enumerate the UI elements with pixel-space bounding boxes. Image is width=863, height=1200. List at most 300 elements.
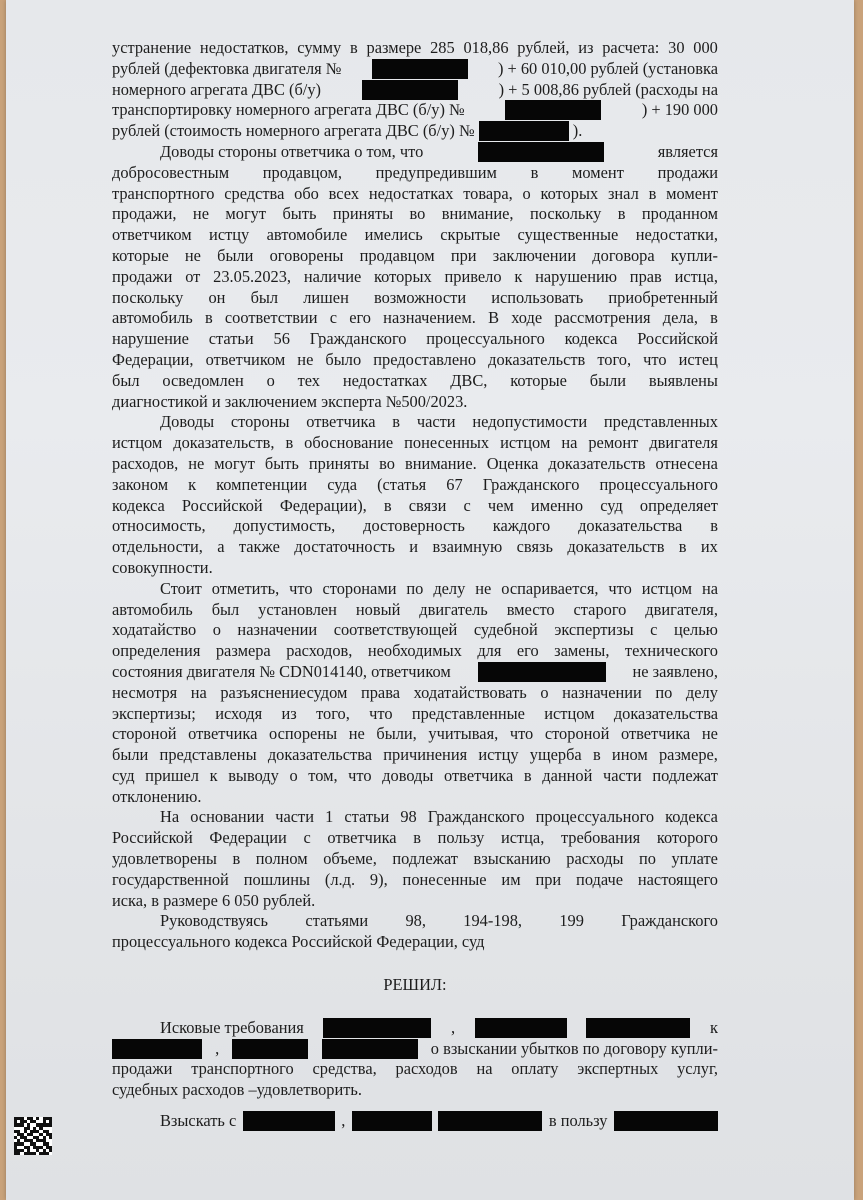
word: 98, — [405, 911, 426, 931]
word: с — [329, 308, 337, 328]
text-segment: , — [341, 1111, 346, 1131]
text-line — [112, 1059, 718, 1080]
word: по — [655, 682, 673, 702]
word: подлежат — [652, 765, 718, 785]
word: оспаривается, — [501, 578, 599, 598]
word: стороной — [544, 724, 610, 744]
word: стороной — [112, 724, 177, 744]
word: делу — [433, 578, 466, 598]
word: поскольку — [529, 204, 602, 224]
word: от — [185, 266, 201, 286]
word: именно — [530, 495, 584, 515]
word: ином — [611, 745, 648, 765]
word: В — [488, 308, 500, 328]
word: что — [369, 703, 393, 723]
word: Гражданского — [621, 911, 718, 931]
word: в — [285, 433, 294, 453]
word: соответствующей — [333, 620, 458, 640]
word: Гражданского — [309, 329, 407, 349]
text-segment: совокупности. — [112, 557, 213, 577]
word: настоящего — [637, 869, 718, 889]
word: не — [192, 204, 209, 224]
text-line — [112, 100, 718, 121]
word: в — [350, 38, 358, 57]
word: он — [208, 287, 226, 307]
word: что — [289, 578, 313, 598]
court-decision-page — [112, 38, 718, 1132]
word: продажи, — [112, 204, 177, 224]
paragraph-expense-calculation — [112, 38, 718, 142]
word: продавцом, — [262, 162, 342, 182]
text-line — [112, 891, 718, 912]
word: кодекса — [564, 329, 618, 349]
word: части — [416, 412, 456, 432]
word: во — [409, 204, 426, 224]
word: доводы — [382, 765, 434, 785]
word: двигателя, — [645, 599, 718, 619]
word: представленных — [603, 412, 718, 432]
word: части — [275, 807, 314, 827]
word: назначении — [237, 620, 318, 640]
word: средства, — [312, 1059, 377, 1079]
word: истцом — [500, 433, 551, 453]
word: договора — [592, 245, 655, 265]
word: которых — [540, 183, 599, 203]
word: был — [112, 370, 140, 390]
word: допустимость, — [233, 516, 336, 536]
text-line — [112, 163, 718, 184]
word: каждого — [492, 516, 551, 536]
word: для — [477, 641, 502, 661]
word: размере, — [658, 745, 718, 765]
word: был — [211, 599, 240, 619]
text-line — [112, 932, 718, 953]
word: не — [701, 724, 718, 744]
text-segment: в пользу — [548, 1111, 608, 1131]
word: был — [250, 287, 279, 307]
text-line — [112, 225, 718, 246]
word: 23.05.2023, — [213, 266, 292, 286]
word: могут — [214, 453, 255, 473]
word: понесенных — [404, 433, 490, 453]
word: рассмотрения — [554, 308, 651, 328]
word: прав — [629, 266, 662, 286]
word: экспертизы — [554, 620, 634, 640]
word: во — [379, 453, 395, 473]
word: ходатайствовать — [413, 682, 527, 702]
text-segment: не заявлено, — [632, 661, 718, 681]
word: Руководствуясь — [160, 911, 269, 931]
word: предоставлено — [373, 349, 477, 369]
text-segment: к — [709, 1017, 718, 1037]
text-line — [112, 558, 718, 579]
word: не — [184, 245, 201, 265]
word: в — [530, 162, 539, 182]
qr-code-icon — [14, 1117, 52, 1155]
word: момент — [666, 183, 718, 203]
word: которые — [510, 370, 567, 390]
word: пользу — [437, 828, 485, 848]
word: автомобиле — [266, 225, 348, 245]
word: с — [463, 495, 471, 515]
word: доказательства — [613, 703, 718, 723]
text-segment: Взыскать с — [160, 1111, 237, 1131]
word: в — [592, 745, 601, 765]
word: размера — [215, 641, 271, 661]
word: истца, — [674, 266, 718, 286]
word: суда — [327, 474, 358, 494]
word: истцом — [641, 578, 692, 598]
word: его — [349, 308, 371, 328]
word: не — [297, 349, 314, 369]
word: 194-198, — [463, 911, 523, 931]
word: судебной — [473, 620, 538, 640]
text-line — [112, 267, 718, 288]
word: расходов — [395, 1059, 458, 1079]
word: что — [608, 578, 632, 598]
word: продажи — [112, 266, 173, 286]
text-line — [112, 849, 718, 870]
redaction-block — [505, 100, 601, 120]
word: по — [406, 578, 424, 598]
word: 199 — [559, 911, 584, 931]
word: не — [475, 578, 492, 598]
text-line — [112, 454, 718, 475]
word: на — [701, 578, 718, 598]
word: ДВС, — [450, 370, 488, 390]
word: к — [188, 474, 197, 494]
text-segment: транспортировку номерного агрегата ДВС (б/у) № — [112, 100, 465, 120]
word: достаточность — [294, 537, 395, 557]
word: пришел — [145, 765, 199, 785]
word: назначении — [562, 682, 642, 702]
word: существенные — [517, 225, 619, 245]
text-line — [112, 80, 718, 101]
word: Стоит — [160, 578, 202, 598]
word: процессуального — [599, 474, 718, 494]
word: оплату — [511, 1059, 559, 1079]
word: приобретенный — [608, 287, 718, 307]
word: его — [516, 641, 539, 661]
word: истцу — [478, 745, 519, 765]
word: на — [476, 1059, 493, 1079]
word: доказательств — [488, 349, 586, 369]
paragraph-guided-by-articles — [112, 911, 718, 953]
text-line — [112, 371, 718, 392]
word: в — [232, 849, 241, 869]
word: поскольку — [112, 287, 184, 307]
text-line — [112, 288, 718, 309]
text-line — [112, 724, 718, 745]
word: проданном — [641, 204, 718, 224]
redaction-block — [322, 1039, 418, 1059]
word: их — [700, 537, 718, 557]
text-line — [112, 807, 718, 828]
word: при — [450, 245, 477, 265]
word: подаче — [576, 869, 624, 889]
word: государственной — [112, 869, 229, 889]
text-line — [112, 828, 718, 849]
text-segment: рублей (стоимость номерного агрегата ДВС (б/у) № — [112, 121, 479, 141]
word: сторонами — [322, 578, 397, 598]
word: Российской — [637, 329, 718, 349]
text-segment: Исковые требования — [160, 1017, 304, 1037]
word: сумму — [297, 38, 342, 57]
text-segment: отклонению. — [112, 786, 202, 806]
word: связи — [408, 495, 447, 515]
text-line — [112, 496, 718, 517]
word: выводу — [228, 765, 279, 785]
paragraph-state-fee — [112, 807, 718, 911]
word: относимость, — [112, 516, 206, 536]
word: удовлетворены — [112, 849, 217, 869]
word: ответчика — [327, 828, 397, 848]
word: добросовестным — [112, 162, 230, 182]
text-line — [112, 620, 718, 641]
text-line — [112, 59, 718, 80]
word: доказательств, — [173, 433, 275, 453]
word: транспортного — [191, 1059, 294, 1079]
redaction-block — [614, 1111, 718, 1131]
word: ответчика — [188, 724, 258, 744]
word: компетенции — [216, 474, 308, 494]
text-line — [112, 1039, 718, 1060]
word: расходы — [566, 849, 624, 869]
word: истцу — [209, 225, 250, 245]
paragraph-claims-satisfied — [112, 1018, 718, 1101]
word: (л.д. — [324, 869, 356, 889]
word: продажи — [657, 162, 718, 182]
word: при — [535, 869, 562, 889]
word: истец — [678, 349, 718, 369]
word: объеме, — [323, 849, 377, 869]
paragraph-recover-from — [112, 1111, 718, 1132]
word: были, — [376, 724, 417, 744]
word: могут — [225, 204, 267, 224]
word: в — [648, 183, 657, 203]
word: истца, — [500, 828, 545, 848]
word: услуг, — [677, 1059, 718, 1079]
text-segment: состояния двигателя № CDN014140, ответчиком — [112, 661, 451, 681]
word: 000 — [693, 38, 718, 57]
word: 1 — [325, 807, 334, 827]
word: были — [589, 370, 627, 390]
word: Федерации — [209, 828, 287, 848]
word: процессуального — [426, 329, 545, 349]
word: Оценка — [486, 453, 539, 473]
word: ущерба — [529, 745, 582, 765]
word: связь — [516, 537, 553, 557]
text-line — [112, 433, 718, 454]
word: (статья — [377, 474, 427, 494]
word: Гражданского — [482, 474, 580, 494]
word: кодекса — [112, 495, 165, 515]
word: представлены — [159, 745, 257, 765]
word: наличие — [303, 266, 362, 286]
word: несмотря — [112, 682, 178, 702]
word: недостатках — [368, 183, 454, 203]
redaction-block — [352, 1111, 432, 1131]
word: в — [710, 516, 718, 536]
word: из — [281, 703, 297, 723]
word: устранение — [112, 38, 192, 57]
word: законом — [112, 474, 169, 494]
word: исходя — [215, 703, 263, 723]
word: в — [710, 308, 718, 328]
redaction-block — [362, 80, 458, 100]
word: технического — [624, 641, 718, 661]
redaction-block — [243, 1111, 335, 1131]
word: и — [409, 537, 419, 557]
word: требования — [560, 828, 641, 848]
word: отнесена — [655, 453, 718, 473]
text-line — [112, 475, 718, 496]
word: привело — [444, 266, 502, 286]
word: 285 — [430, 38, 455, 57]
word: суд — [112, 765, 135, 785]
word: было — [325, 349, 362, 369]
redaction-block — [112, 1039, 202, 1059]
text-line — [112, 308, 718, 329]
word: кодекса — [665, 807, 718, 827]
text-line — [112, 683, 718, 704]
word: понесенные — [402, 869, 487, 889]
word: пошлины — [243, 869, 311, 889]
word: всех — [328, 183, 360, 203]
text-segment: судебных расходов –удовлетворить. — [112, 1080, 363, 1100]
word: представленные — [411, 703, 525, 723]
text-segment: ) + 190 000 — [641, 100, 718, 120]
text-line — [112, 329, 718, 350]
paragraph-engine-replacement — [112, 579, 718, 808]
word: процессуального — [535, 807, 655, 827]
word: Федерации, — [112, 349, 194, 369]
text-line — [112, 38, 718, 59]
word: назначением. — [383, 308, 476, 328]
word: уплате — [671, 849, 718, 869]
word: в — [204, 308, 213, 328]
text-segment: о взыскании убытков по договору купли- — [430, 1038, 718, 1058]
word: отметить, — [211, 578, 280, 598]
word: транспортного — [112, 183, 215, 203]
word: дела, — [662, 308, 698, 328]
word: были — [112, 745, 149, 765]
word: продажи — [112, 1059, 173, 1079]
word: на — [561, 433, 578, 453]
word: имелись — [364, 225, 423, 245]
word: нарушение — [112, 329, 189, 349]
word: в — [392, 412, 401, 432]
word: доказательств — [548, 453, 646, 473]
word: ответчиком — [112, 225, 192, 245]
text-line — [112, 204, 718, 225]
word: обоснование — [304, 433, 394, 453]
text-line — [112, 745, 718, 766]
word: 98 — [400, 807, 417, 827]
word: купли- — [670, 245, 718, 265]
word: что — [643, 349, 667, 369]
text-line — [112, 516, 718, 537]
word: Гражданского — [427, 807, 525, 827]
word: предупредившим — [375, 162, 497, 182]
text-line — [112, 911, 718, 932]
spacer — [112, 953, 718, 975]
text-segment: , — [215, 1038, 220, 1058]
text-segment: является — [657, 141, 718, 161]
word: продавцом — [359, 245, 435, 265]
spacer — [112, 1101, 718, 1111]
redaction-block — [586, 1018, 690, 1038]
word: вместо — [506, 599, 555, 619]
word: экспертизы; — [112, 703, 196, 723]
word: не — [188, 453, 205, 473]
word: которые — [112, 245, 169, 265]
word: взысканию — [473, 849, 551, 869]
text-line — [112, 392, 718, 413]
word: достоверность — [363, 516, 465, 536]
word: недостатках — [342, 370, 428, 390]
redaction-block — [232, 1039, 308, 1059]
text-line — [112, 1111, 718, 1132]
word: двигателя — [649, 433, 718, 453]
word: по — [638, 849, 656, 869]
redaction-block — [478, 142, 604, 162]
word: автомобиль — [112, 599, 193, 619]
word: Федерации), — [279, 495, 367, 515]
word: расчета: — [602, 38, 660, 57]
word: тех — [297, 370, 320, 390]
word: определения — [112, 641, 201, 661]
text-line — [112, 641, 718, 662]
word: им — [501, 869, 521, 889]
text-line — [112, 1018, 718, 1039]
text-line — [112, 350, 718, 371]
word: ответчиком — [205, 349, 286, 369]
text-segment: Доводы стороны ответчика о том, что — [160, 141, 424, 161]
word: разъяснениесудом — [220, 682, 348, 702]
word: подлежат — [392, 849, 458, 869]
word: о — [266, 370, 275, 390]
word: истцом — [544, 703, 595, 723]
word: недопустимости — [472, 412, 588, 432]
word: права — [360, 682, 401, 702]
word: расходов, — [286, 641, 353, 661]
text-segment: ) + 60 010,00 рублей (установка — [497, 58, 718, 78]
word: знал — [607, 183, 639, 203]
word: нарушению — [535, 266, 617, 286]
redaction-block — [438, 1111, 542, 1131]
word: в — [413, 828, 421, 848]
word: ответчика — [444, 765, 514, 785]
word: недостатков, — [199, 38, 289, 57]
word: соответствии — [224, 308, 318, 328]
word: что — [509, 724, 534, 744]
text-line — [112, 246, 718, 267]
word: 30 — [668, 38, 685, 57]
word: 018,86 — [463, 38, 509, 57]
word: оговорены — [269, 245, 344, 265]
word: ответчика — [620, 724, 691, 744]
redaction-block — [479, 121, 569, 141]
redaction-block — [372, 59, 468, 79]
word: На — [160, 807, 180, 827]
word: статьи — [344, 807, 390, 827]
word: осведомлен — [162, 370, 244, 390]
text-line — [112, 412, 718, 433]
word: истцом — [112, 433, 163, 453]
text-line — [112, 766, 718, 787]
word: приняты — [332, 204, 394, 224]
